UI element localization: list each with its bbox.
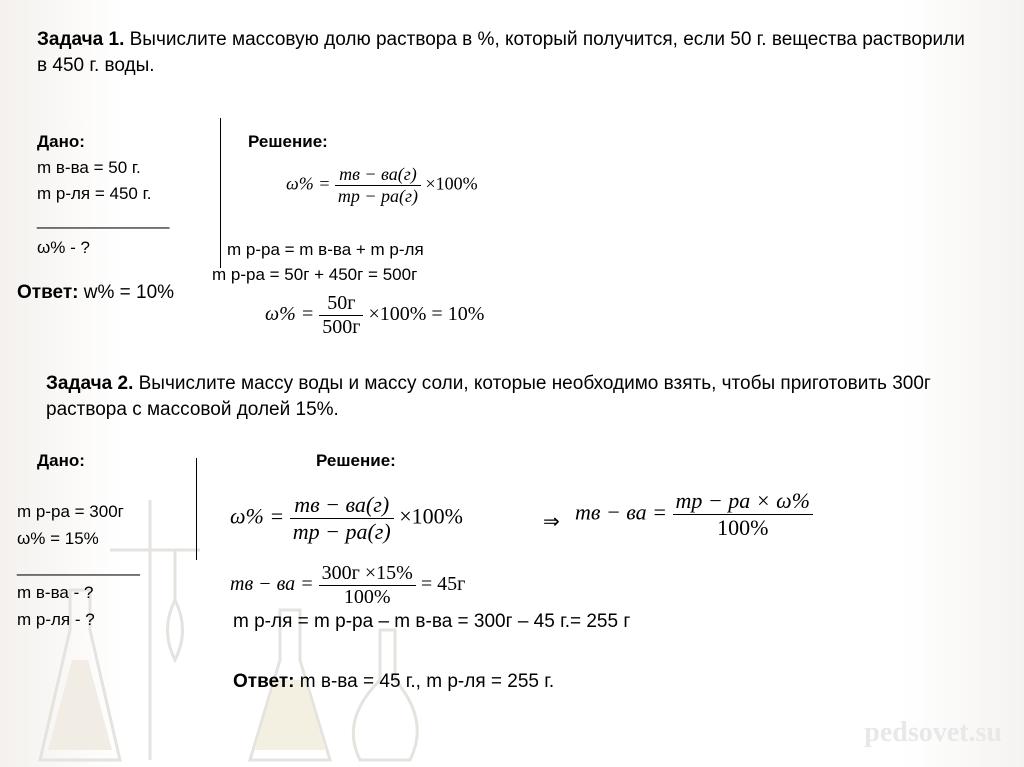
- task2-calc-fraction: [319, 562, 416, 609]
- task2-calc-den: 100%: [343, 586, 391, 608]
- task2-formula-den: mр − ра(г): [292, 519, 391, 544]
- task1-given-label: Дано:: [37, 132, 85, 151]
- task1-divider: [220, 118, 221, 268]
- task2-calc-tail: = 45г: [420, 573, 466, 596]
- task2-solvent-line: m р-ля = m р-ра – m в-ва = 300г – 45 г.= 255 г: [233, 611, 631, 632]
- task2-formula2-lhs: mв − ва =: [575, 499, 668, 525]
- task1-given-unknown: ω% - ?: [37, 238, 90, 257]
- task1-formula: [286, 164, 478, 207]
- task1-heading: Задача 1.: [37, 29, 125, 50]
- task2-answer-label: Ответ:: [233, 671, 295, 692]
- task2-formula2-den: 100%: [717, 515, 769, 540]
- task1-solution-label: Решение:: [248, 132, 328, 151]
- task2-formula2-fraction: [673, 488, 813, 541]
- task2-calc-num: 300г ×15%: [319, 562, 416, 586]
- task1-calc-tail: ×100% = 10%: [368, 303, 485, 326]
- task2-statement: [46, 371, 966, 423]
- task1-formula-fraction: [335, 164, 421, 207]
- task1-mass-solution-line: m р-ра = m в-ва + m р-ля: [227, 240, 424, 259]
- task1-given-separator: ______________: [37, 210, 170, 229]
- task2-text: Вычислите массу воды и массу соли, которые необходимо взять, чтобы приготовить 300г раствора с массовой долей 15%.: [46, 373, 931, 420]
- task2-formula-lhs: ω% =: [230, 503, 285, 529]
- task1-given-2: m р-ля = 450 г.: [37, 184, 152, 203]
- task2-given-label: Дано:: [37, 451, 85, 470]
- task1-answer-label: Ответ:: [17, 282, 79, 303]
- task1-text: Вычислите массовую долю раствора в %, который получится, если 50 г. вещества растворили в 450 г. воды.: [37, 29, 965, 76]
- task2-answer: [233, 672, 554, 692]
- task2-formula2-num: mр − ра × ω%: [673, 488, 813, 515]
- task2-given-separator: _____________: [17, 557, 140, 576]
- task1-formula-num: mв − ва(г): [335, 164, 421, 186]
- task2-formula: [230, 492, 463, 545]
- task2-implies-arrow: ⇒: [543, 511, 560, 533]
- task1-calc-num: 50г: [319, 292, 363, 316]
- task2-formula2: [575, 488, 813, 541]
- watermark: pedsovet.su: [864, 717, 1002, 748]
- task2-formula-fraction: [290, 492, 394, 545]
- task2-given-unknown-2: m р-ля - ?: [17, 610, 95, 629]
- task1-calc-lhs: ω% =: [265, 303, 315, 326]
- task2-given-unknown-1: m в-ва - ?: [17, 583, 94, 602]
- task2-answer-value: m в-ва = 45 г., m р-ля = 255 г.: [294, 671, 555, 692]
- task2-divider: [196, 458, 197, 560]
- task1-calc-fraction: [319, 292, 363, 339]
- task1-answer: [17, 283, 174, 303]
- task2-calc-formula: [230, 562, 465, 609]
- task1-answer-value: w% = 10%: [78, 282, 175, 303]
- task1-calc-formula: [265, 292, 484, 339]
- task1-formula-tail: ×100%: [425, 173, 478, 194]
- task1-statement: [37, 27, 967, 79]
- task1-formula-den: mр − ра(г): [337, 186, 419, 206]
- task2-solution-label: Решение:: [316, 451, 396, 470]
- task1-given-1: m в-ва = 50 г.: [37, 158, 141, 177]
- task2-formula-num: mв − ва(г): [290, 492, 394, 519]
- task1-calc-den: 500г: [322, 316, 361, 338]
- task1-mass-solution-calc: m р-ра = 50г + 450г = 500г: [212, 265, 418, 284]
- task2-calc-lhs: mв − ва =: [230, 573, 314, 596]
- task1-formula-lhs: ω% =: [286, 173, 331, 194]
- task2-formula-tail: ×100%: [399, 503, 463, 529]
- task2-given-1: m р-ра = 300г: [17, 502, 124, 521]
- task2-heading: Задача 2.: [46, 373, 134, 394]
- task2-given-2: ω% = 15%: [17, 529, 99, 548]
